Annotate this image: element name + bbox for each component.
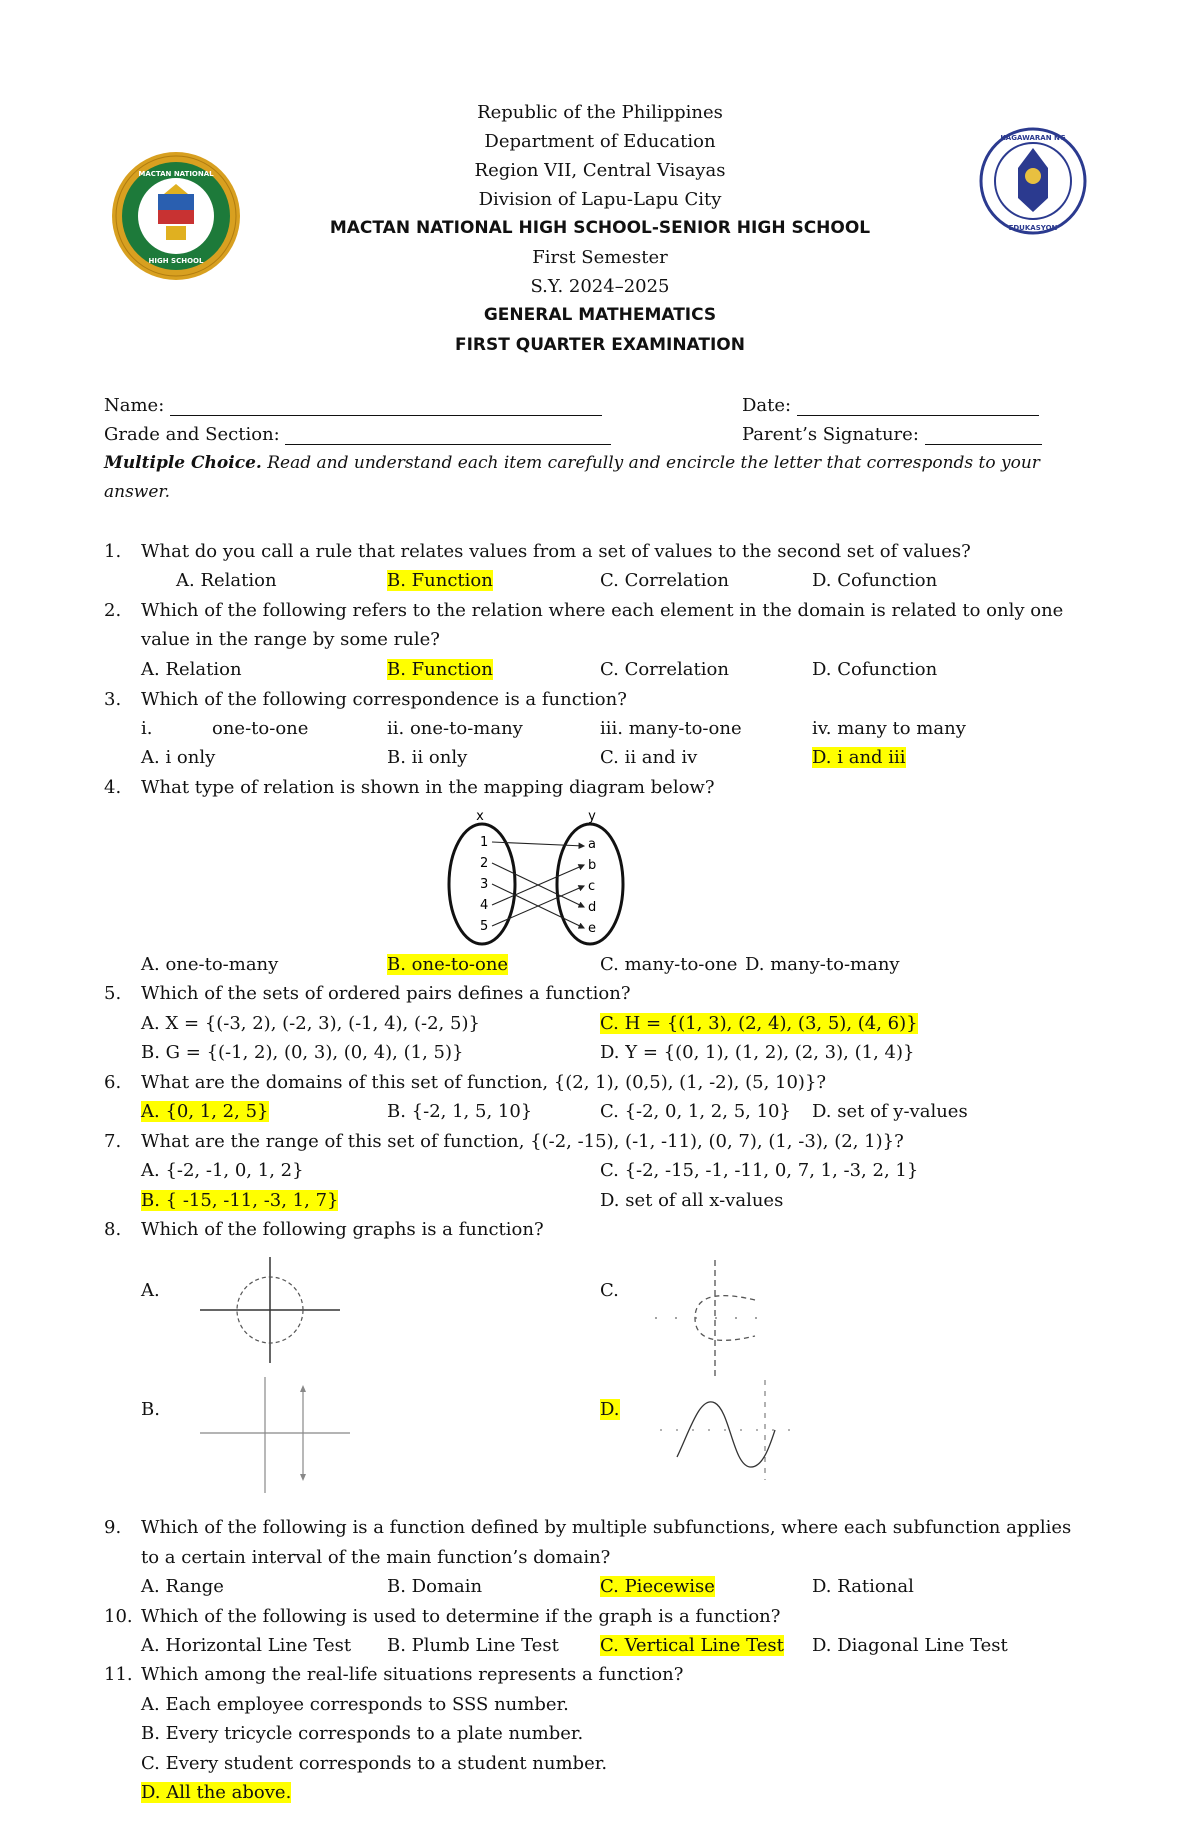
q10-option-b[interactable]: B. Plumb Line Test	[387, 1635, 559, 1656]
grade-section-line[interactable]	[285, 424, 611, 445]
name-label: Name:	[104, 395, 165, 416]
q11-option-d[interactable]: D. All the above.	[141, 1782, 292, 1803]
header-region: Region VII, Central Visayas	[474, 160, 726, 181]
signature-label: Parent’s Signature:	[742, 424, 919, 445]
q8-option-a[interactable]: A.	[141, 1280, 160, 1301]
q2-number: 2.	[104, 600, 122, 621]
svg-text:EDUKASYON: EDUKASYON	[1008, 224, 1058, 232]
q2-option-c[interactable]: C. Correlation	[600, 659, 729, 680]
header-department: Department of Education	[484, 131, 716, 152]
q6-option-d[interactable]: D. set of y-values	[812, 1101, 968, 1122]
range-item: c	[588, 879, 596, 894]
q11-option-b[interactable]: B. Every tricycle corresponds to a plate number.	[141, 1723, 584, 1744]
q10-number: 10.	[104, 1606, 133, 1627]
q2-option-d[interactable]: D. Cofunction	[812, 659, 938, 680]
q1-option-b[interactable]: B. Function	[387, 570, 493, 591]
q1-option-d[interactable]: D. Cofunction	[812, 570, 938, 591]
q7-text: What are the range of this set of function, {(-2, -15), (-1, -11), (0, 7), (1, -3), (2, 1)}?	[141, 1131, 904, 1152]
q1-option-a[interactable]: A. Relation	[176, 570, 277, 591]
graph-a	[195, 1255, 345, 1370]
q9-option-d[interactable]: D. Rational	[812, 1576, 914, 1597]
mapping-arrow	[492, 886, 584, 926]
q2-text-line2: value in the range by some rule?	[141, 629, 440, 650]
q6-option-b[interactable]: B. {-2, 1, 5, 10}	[387, 1101, 533, 1122]
q8-number: 8.	[104, 1219, 122, 1240]
grade-section-field[interactable]	[104, 424, 611, 445]
graph-c-curve	[695, 1296, 755, 1341]
svg-text:HIGH SCHOOL: HIGH SCHOOL	[148, 257, 204, 265]
q4-option-c[interactable]: C. many-to-one	[600, 954, 738, 975]
q4-option-a[interactable]: A. one-to-many	[141, 954, 279, 975]
q5-option-c[interactable]: C. H = {(1, 3), (2, 4), (3, 5), (4, 6)}	[600, 1013, 918, 1034]
domain-item: 5	[480, 919, 489, 934]
q11-number: 11.	[104, 1664, 133, 1685]
q9-number: 9.	[104, 1517, 122, 1538]
instructions	[104, 449, 1100, 507]
signature-field[interactable]	[742, 424, 1042, 445]
q6-text: What are the domains of this set of function, {(2, 1), (0,5), (1, -2), (5, 10)}?	[141, 1072, 827, 1093]
q3-roman-iii: iii. many-to-one	[600, 718, 742, 739]
q3-option-b[interactable]: B. ii only	[387, 747, 468, 768]
q11-option-c[interactable]: C. Every student corresponds to a student number.	[141, 1753, 608, 1774]
range-item: b	[588, 858, 597, 873]
q10-text: Which of the following is used to determine if the graph is a function?	[141, 1606, 781, 1627]
header-division: Division of Lapu-Lapu City	[478, 189, 722, 210]
domain-item: 1	[480, 835, 489, 850]
q4-text: What type of relation is shown in the mapping diagram below?	[141, 777, 715, 798]
q2-option-b[interactable]: B. Function	[387, 659, 493, 680]
q1-text: What do you call a rule that relates values from a set of values to the second set of values?	[141, 541, 971, 562]
grade-section-label: Grade and Section:	[104, 424, 280, 445]
name-field[interactable]	[104, 395, 602, 416]
q8-option-b[interactable]: B.	[141, 1399, 160, 1420]
q4-option-d[interactable]: D. many-to-many	[745, 954, 900, 975]
header-republic: Republic of the Philippines	[477, 102, 723, 123]
q9-option-a[interactable]: A. Range	[141, 1576, 224, 1597]
svg-text:MACTAN NATIONAL: MACTAN NATIONAL	[138, 170, 214, 178]
q7-option-a[interactable]: A. {-2, -1, 0, 1, 2}	[141, 1160, 304, 1181]
q3-option-c[interactable]: C. ii and iv	[600, 747, 698, 768]
q4-number: 4.	[104, 777, 122, 798]
date-label: Date:	[742, 395, 792, 416]
subject-title: GENERAL MATHEMATICS	[483, 305, 717, 325]
mapping-arrow	[492, 865, 584, 905]
range-item: e	[588, 921, 596, 936]
signature-line[interactable]	[925, 424, 1042, 445]
school-name: MACTAN NATIONAL HIGH SCHOOL-SENIOR HIGH SCHOOL	[329, 218, 871, 238]
q3-roman-i: one-to-one	[212, 718, 309, 739]
mapping-y-label: y	[588, 809, 596, 824]
q6-option-a[interactable]: A. {0, 1, 2, 5}	[141, 1101, 269, 1122]
range-item: d	[588, 900, 597, 915]
svg-text:KAGAWARAN NG: KAGAWARAN NG	[1000, 134, 1066, 142]
q1-option-c[interactable]: C. Correlation	[600, 570, 729, 591]
q10-option-c[interactable]: C. Vertical Line Test	[600, 1635, 784, 1656]
domain-item: 2	[480, 856, 489, 871]
domain-item: 3	[480, 877, 489, 892]
q8-text: Which of the following graphs is a function?	[141, 1219, 544, 1240]
mapping-x-label: x	[476, 809, 484, 824]
q6-option-c[interactable]: C. {-2, 0, 1, 2, 5, 10}	[600, 1101, 791, 1122]
name-line[interactable]	[170, 395, 602, 416]
graph-b	[195, 1375, 355, 1500]
q9-option-c[interactable]: C. Piecewise	[600, 1576, 715, 1597]
graph-d-curve	[677, 1402, 775, 1467]
q11-option-a[interactable]: A. Each employee corresponds to SSS number.	[141, 1694, 569, 1715]
q3-text: Which of the following correspondence is a function?	[141, 689, 627, 710]
q1-number: 1.	[104, 541, 122, 562]
q9-option-b[interactable]: B. Domain	[387, 1576, 483, 1597]
q5-text: Which of the sets of ordered pairs defines a function?	[141, 983, 631, 1004]
domain-item: 4	[480, 898, 489, 913]
q5-number: 5.	[104, 983, 122, 1004]
q7-option-d[interactable]: D. set of all x-values	[600, 1190, 784, 1211]
exam-title: FIRST QUARTER EXAMINATION	[454, 335, 745, 355]
school-year: S.Y. 2024–2025	[530, 276, 670, 297]
q2-text-line1: Which of the following refers to the relation where each element in the domain is related to only one	[141, 600, 1064, 621]
graph-d	[655, 1375, 795, 1490]
graph-b-arrow-up	[300, 1385, 306, 1392]
q3-option-a[interactable]: A. i only	[141, 747, 216, 768]
q10-option-d[interactable]: D. Diagonal Line Test	[812, 1635, 1008, 1656]
q6-number: 6.	[104, 1072, 122, 1093]
q3-roman-ii: ii. one-to-many	[387, 718, 523, 739]
date-line[interactable]	[797, 395, 1039, 416]
q10-option-a[interactable]: A. Horizontal Line Test	[141, 1635, 352, 1656]
q5-option-d[interactable]: D. Y = {(0, 1), (1, 2), (2, 3), (1, 4)}	[600, 1042, 915, 1063]
q9-text-line1: Which of the following is a function defined by multiple subfunctions, where each subfunction applies	[141, 1517, 1072, 1538]
q8-option-d[interactable]: D.	[600, 1399, 620, 1420]
q3-number: 3.	[104, 689, 122, 710]
q2-option-a[interactable]: A. Relation	[141, 659, 242, 680]
q7-number: 7.	[104, 1131, 122, 1152]
mapping-diagram	[440, 806, 640, 953]
q9-text-line2: to a certain interval of the main function’s domain?	[141, 1547, 611, 1568]
q4-option-b[interactable]: B. one-to-one	[387, 954, 509, 975]
q11-text: Which among the real-life situations represents a function?	[141, 1664, 684, 1685]
q3-option-d[interactable]: D. i and iii	[812, 747, 906, 768]
semester: First Semester	[532, 247, 668, 268]
instructions-text: Read and understand each item carefully and encircle the letter that corresponds to your answer.	[104, 453, 1040, 502]
instructions-label: Multiple Choice.	[104, 453, 262, 473]
q3-roman-i-number: i.	[141, 718, 153, 739]
q5-option-a[interactable]: A. X = {(-3, 2), (-2, 3), (-1, 4), (-2, 5)}	[141, 1013, 480, 1034]
date-field[interactable]	[742, 395, 1039, 416]
graph-b-arrow-down	[300, 1474, 306, 1481]
range-item: a	[588, 837, 596, 852]
q7-option-b[interactable]: B. { -15, -11, -3, 1, 7}	[141, 1190, 339, 1211]
q7-option-c[interactable]: C. {-2, -15, -1, -11, 0, 7, 1, -3, 2, 1}	[600, 1160, 919, 1181]
graph-c	[650, 1258, 780, 1383]
q8-option-c[interactable]: C.	[600, 1280, 619, 1301]
q5-option-b[interactable]: B. G = {(-1, 2), (0, 3), (0, 4), (1, 5)}	[141, 1042, 464, 1063]
q3-roman-iv: iv. many to many	[812, 718, 966, 739]
